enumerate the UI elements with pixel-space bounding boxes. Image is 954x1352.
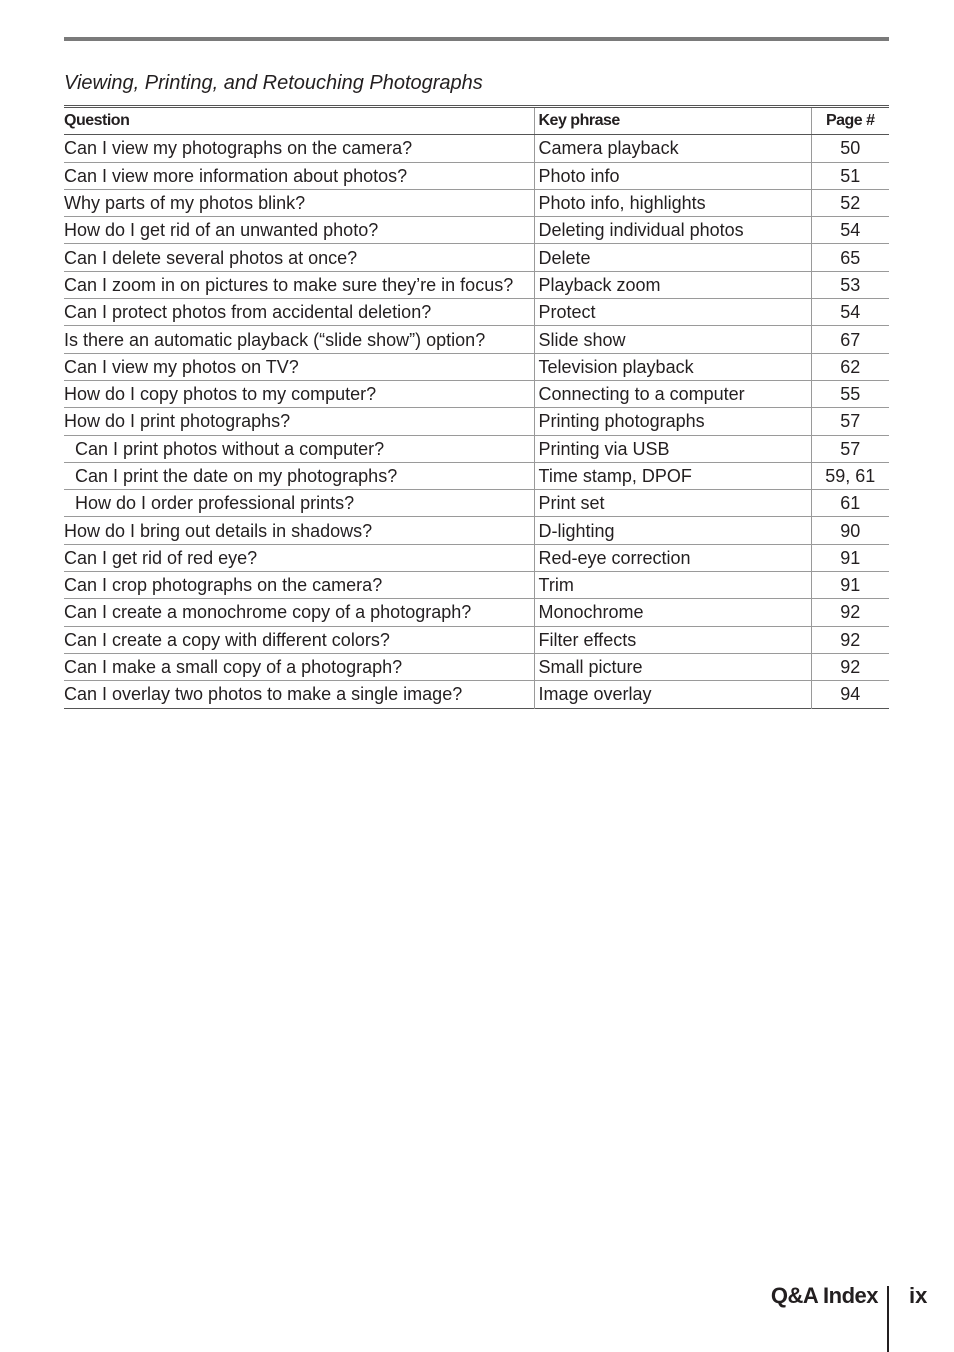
footer-page-number: ix <box>909 1283 928 1308</box>
column-header-question: Question <box>64 107 534 135</box>
table-row <box>64 435 889 462</box>
question-cell: Can I print photos without a computer? <box>64 435 534 462</box>
table-row <box>64 189 889 216</box>
key-phrase-cell: Connecting to a computer <box>534 380 811 407</box>
table-row <box>64 217 889 244</box>
page-number-cell: 90 <box>811 517 889 544</box>
key-phrase-cell: Television playback <box>534 353 811 380</box>
page-number-cell: 51 <box>811 162 889 189</box>
question-cell: Can I crop photographs on the camera? <box>64 572 534 599</box>
key-phrase-cell: Printing via USB <box>534 435 811 462</box>
page-number-cell: 92 <box>811 653 889 680</box>
question-cell: Can I make a small copy of a photograph? <box>64 653 534 680</box>
table-row <box>64 135 889 162</box>
question-cell: Can I create a monochrome copy of a photograph? <box>64 599 534 626</box>
page-number-cell: 91 <box>811 544 889 571</box>
question-cell: Can I protect photos from accidental deletion? <box>64 299 534 326</box>
question-cell: How do I order professional prints? <box>64 490 534 517</box>
table-row <box>64 162 889 189</box>
page-number-cell: 92 <box>811 626 889 653</box>
table-row <box>64 626 889 653</box>
question-cell: Is there an automatic playback (“slide show”) option? <box>64 326 534 353</box>
key-phrase-cell: D-lighting <box>534 517 811 544</box>
table-row <box>64 271 889 298</box>
key-phrase-cell: Deleting individual photos <box>534 217 811 244</box>
column-header-page: Page # <box>811 107 889 135</box>
table-body <box>64 135 889 708</box>
qa-table <box>64 105 889 709</box>
page-number-cell: 50 <box>811 135 889 162</box>
question-cell: Can I view more information about photos? <box>64 162 534 189</box>
question-cell: How do I print photographs? <box>64 408 534 435</box>
question-cell: Can I view my photos on TV? <box>64 353 534 380</box>
page-number-cell: 91 <box>811 572 889 599</box>
page-number-cell: 65 <box>811 244 889 271</box>
key-phrase-cell: Photo info, highlights <box>534 189 811 216</box>
key-phrase-cell: Photo info <box>534 162 811 189</box>
question-cell: Can I get rid of red eye? <box>64 544 534 571</box>
page-number-cell: 57 <box>811 408 889 435</box>
table-row <box>64 517 889 544</box>
table-row <box>64 544 889 571</box>
question-cell: Can I create a copy with different colors? <box>64 626 534 653</box>
page-number-cell: 59, 61 <box>811 462 889 489</box>
table-row <box>64 572 889 599</box>
key-phrase-cell: Protect <box>534 299 811 326</box>
key-phrase-cell: Trim <box>534 572 811 599</box>
page-number-cell: 53 <box>811 271 889 298</box>
footer-divider <box>887 1286 889 1352</box>
question-cell: How do I bring out details in shadows? <box>64 517 534 544</box>
key-phrase-cell: Image overlay <box>534 681 811 708</box>
page-number-cell: 67 <box>811 326 889 353</box>
top-rule <box>64 37 889 41</box>
key-phrase-cell: Print set <box>534 490 811 517</box>
table-row <box>64 681 889 708</box>
table-row <box>64 326 889 353</box>
table-row <box>64 462 889 489</box>
page-number-cell: 62 <box>811 353 889 380</box>
question-cell: Why parts of my photos blink? <box>64 189 534 216</box>
table-row <box>64 244 889 271</box>
question-cell: Can I overlay two photos to make a single image? <box>64 684 463 705</box>
question-cell: Can I view my photographs on the camera? <box>64 135 534 162</box>
key-phrase-cell: Camera playback <box>534 135 811 162</box>
page-number-cell: 57 <box>811 435 889 462</box>
key-phrase-cell: Delete <box>534 244 811 271</box>
table-header-row <box>64 107 889 135</box>
question-cell: Can I delete several photos at once? <box>64 244 534 271</box>
question-cell: Can I zoom in on pictures to make sure they’re in focus? <box>64 271 534 298</box>
question-cell: How do I copy photos to my computer? <box>64 380 534 407</box>
key-phrase-cell: Red-eye correction <box>534 544 811 571</box>
key-phrase-cell: Monochrome <box>534 599 811 626</box>
page-number-cell: 61 <box>811 490 889 517</box>
page-number-cell: 92 <box>811 599 889 626</box>
page-number-cell: 54 <box>811 217 889 244</box>
key-phrase-cell: Small picture <box>534 653 811 680</box>
page-number-cell: 94 <box>811 681 889 708</box>
column-header-key-phrase: Key phrase <box>534 107 811 135</box>
page-number-cell: 55 <box>811 380 889 407</box>
key-phrase-cell: Printing photographs <box>534 408 811 435</box>
question-cell: Can I print the date on my photographs? <box>64 462 534 489</box>
page-number-cell: 52 <box>811 189 889 216</box>
table-row <box>64 380 889 407</box>
table-row <box>64 299 889 326</box>
key-phrase-cell: Slide show <box>534 326 811 353</box>
table-row <box>64 653 889 680</box>
table-row <box>64 599 889 626</box>
page-number-cell: 54 <box>811 299 889 326</box>
key-phrase-cell: Filter effects <box>534 626 811 653</box>
table-row <box>64 490 889 517</box>
table-row <box>64 353 889 380</box>
key-phrase-cell: Playback zoom <box>534 271 811 298</box>
section-title: Viewing, Printing, and Retouching Photographs <box>64 72 483 94</box>
footer-section-title: Q&A Index <box>770 1283 878 1308</box>
question-cell: How do I get rid of an unwanted photo? <box>64 217 534 244</box>
table-row <box>64 408 889 435</box>
key-phrase-cell: Time stamp, DPOF <box>534 462 811 489</box>
